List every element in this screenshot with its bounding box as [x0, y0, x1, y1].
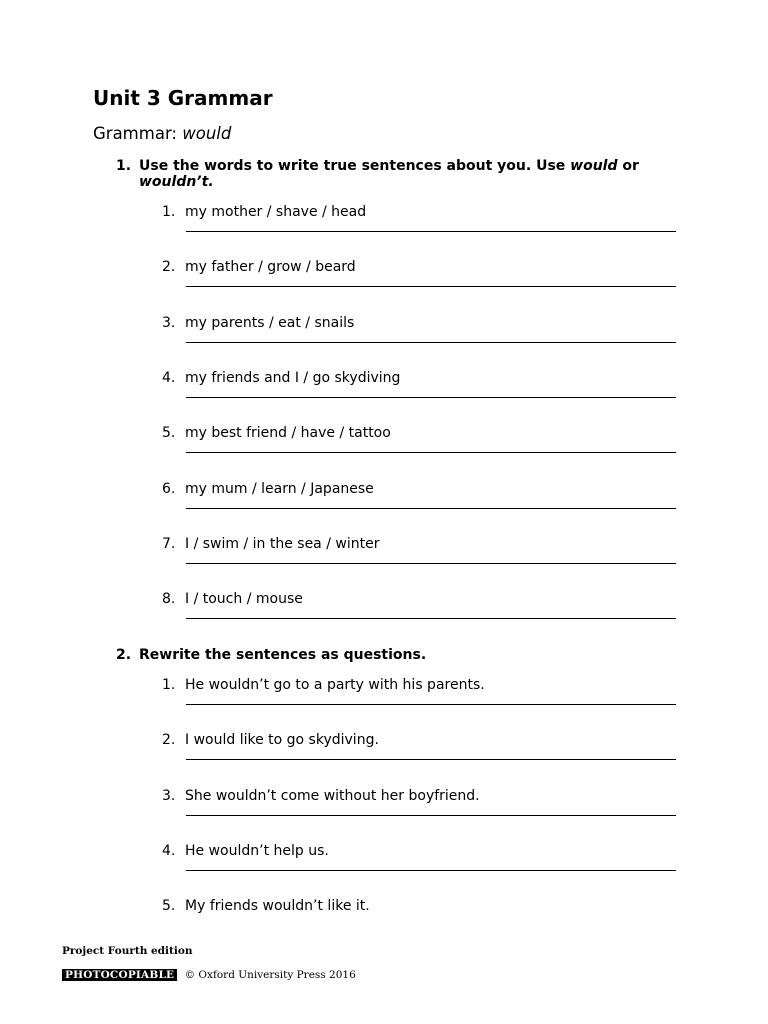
- instruction-text: Use the words to write true sentences about you. Use: [139, 158, 566, 174]
- exercise-1-item: [162, 481, 676, 521]
- exercise-2-item: [162, 843, 676, 883]
- item-number: 2.: [162, 259, 176, 275]
- copyright-text: © Oxford University Press 2016: [184, 969, 356, 981]
- item-prompt: She wouldn’t come without her boyfriend.: [185, 788, 480, 804]
- item-number: 1.: [162, 204, 176, 220]
- answer-line[interactable]: [186, 508, 676, 509]
- item-prompt: my mum / learn / Japanese: [185, 481, 374, 497]
- item-prompt: my best friend / have / tattoo: [185, 425, 391, 441]
- item-prompt: He wouldn’t help us.: [185, 843, 329, 859]
- page-subtitle: [93, 124, 231, 143]
- answer-line[interactable]: [186, 452, 676, 453]
- item-number: 6.: [162, 481, 176, 497]
- item-prompt: He wouldn’t go to a party with his parents.: [185, 677, 485, 693]
- exercise-1-item: [162, 425, 676, 465]
- item-prompt: my parents / eat / snails: [185, 315, 355, 331]
- item-number: 7.: [162, 536, 176, 552]
- item-number: 3.: [162, 788, 176, 804]
- answer-line[interactable]: [186, 286, 676, 287]
- item-number: 2.: [162, 732, 176, 748]
- item-number: 5.: [162, 425, 176, 441]
- item-number: 4.: [162, 843, 176, 859]
- instruction-emphasis: would: [570, 158, 618, 174]
- subtitle-prefix: Grammar:: [93, 124, 177, 143]
- item-prompt: I / touch / mouse: [185, 591, 303, 607]
- exercise-1-item: [162, 370, 676, 410]
- item-number: 3.: [162, 315, 176, 331]
- answer-line[interactable]: [186, 397, 676, 398]
- instruction-emphasis: wouldn’t.: [139, 174, 214, 190]
- subtitle-word: would: [182, 124, 232, 143]
- exercise-2-item: [162, 732, 676, 772]
- exercise-1-item: [162, 536, 676, 576]
- answer-line[interactable]: [186, 618, 676, 619]
- item-number: 4.: [162, 370, 176, 386]
- page-title: Unit 3 Grammar: [93, 86, 273, 110]
- item-prompt: my friends and I / go skydiving: [185, 370, 401, 386]
- answer-line[interactable]: [186, 231, 676, 232]
- exercise-1-item: [162, 315, 676, 355]
- item-number: 8.: [162, 591, 176, 607]
- item-prompt: my mother / shave / head: [185, 204, 367, 220]
- instruction-text: or: [622, 158, 639, 174]
- item-number: 5.: [162, 898, 176, 914]
- exercise-1-item: [162, 204, 676, 244]
- exercise-1-item: [162, 591, 676, 631]
- item-prompt: I / swim / in the sea / winter: [185, 536, 380, 552]
- answer-line[interactable]: [186, 563, 676, 564]
- exercise-1-number: 1.: [116, 158, 132, 174]
- item-number: 1.: [162, 677, 176, 693]
- item-prompt: I would like to go skydiving.: [185, 732, 379, 748]
- exercise-1-instruction: [139, 158, 679, 190]
- exercise-2-item: [162, 788, 676, 828]
- answer-line[interactable]: [186, 759, 676, 760]
- exercise-2-instruction: Rewrite the sentences as questions.: [139, 647, 427, 663]
- item-prompt: My friends wouldn’t like it.: [185, 898, 370, 914]
- exercise-2-item: [162, 898, 676, 918]
- exercise-2-number: 2.: [116, 647, 132, 663]
- footer-edition: Project Fourth edition: [62, 945, 193, 957]
- exercise-2-item: [162, 677, 676, 717]
- footer-copyright-line: [62, 969, 356, 981]
- answer-line[interactable]: [186, 870, 676, 871]
- answer-line[interactable]: [186, 342, 676, 343]
- item-prompt: my father / grow / beard: [185, 259, 356, 275]
- exercise-1-item: [162, 259, 676, 299]
- photocopiable-badge: PHOTOCOPIABLE: [62, 969, 177, 981]
- answer-line[interactable]: [186, 704, 676, 705]
- answer-line[interactable]: [186, 815, 676, 816]
